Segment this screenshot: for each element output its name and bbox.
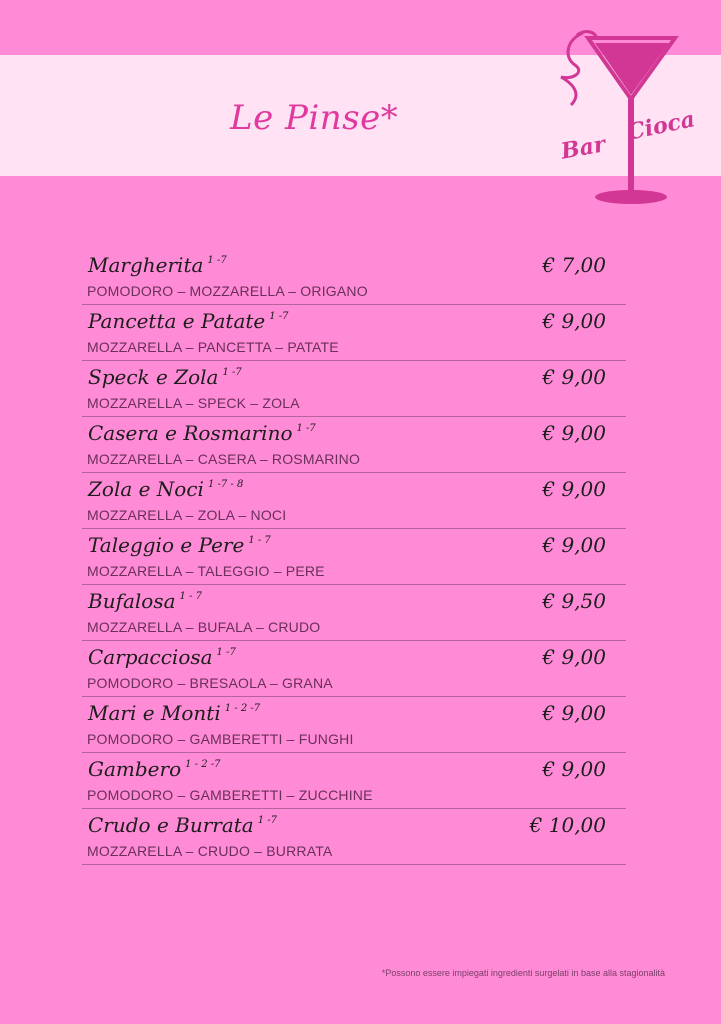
menu-item-carpacciosa	[82, 642, 626, 697]
item-name: Casera e Rosmarino $^{1 -7}$	[88, 421, 316, 445]
item-ingredients: POMODORO – GAMBERETTI – ZUCCHINE	[87, 787, 373, 803]
item-allergens: 1 - 7	[179, 591, 202, 602]
item-allergens: 1 -7	[207, 255, 227, 266]
item-name: Taleggio e Pere $^{1 - 7}$	[88, 533, 271, 557]
item-price: € 9,00	[542, 533, 606, 557]
footnote: *Possono essere impiegati ingredienti surgelati in base alla stagionalità	[381, 968, 665, 978]
menu-item-taleggio-e-pere	[82, 530, 626, 585]
menu-item-zola-e-noci	[82, 474, 626, 529]
item-price: € 10,00	[529, 813, 606, 837]
item-price: € 9,00	[542, 645, 606, 669]
item-price: € 9,00	[542, 309, 606, 333]
item-ingredients: POMODORO – GAMBERETTI – FUNGHI	[87, 731, 354, 747]
item-name: Gambero $^{1 - 2 -7}$	[88, 757, 221, 781]
item-price: € 9,00	[542, 365, 606, 389]
menu-item-bufalosa	[82, 586, 626, 641]
menu-item-mari-e-monti	[82, 698, 626, 753]
item-price: € 9,50	[542, 589, 606, 613]
item-price: € 9,00	[542, 421, 606, 445]
item-allergens: 1 - 2 -7	[185, 759, 221, 770]
item-allergens: 1 -7	[257, 815, 278, 826]
item-name: Crudo e Burrata $^{1 -7}$	[88, 813, 278, 837]
item-allergens: 1 -7	[296, 423, 316, 434]
page-title: Le Pinse*	[230, 98, 399, 138]
item-price: € 9,00	[542, 477, 606, 501]
item-allergens: 1 -7	[222, 367, 242, 378]
item-allergens: 1 - 2 -7	[224, 703, 261, 714]
item-ingredients: MOZZARELLA – CRUDO – BURRATA	[87, 843, 333, 859]
pinse-menu	[82, 250, 626, 866]
item-name: Speck e Zola $^{1 -7}$	[88, 365, 242, 389]
logo-word-cioca: Cioca	[625, 106, 698, 146]
item-price: € 9,00	[542, 701, 606, 725]
menu-item-gambero	[82, 754, 626, 809]
item-ingredients: MOZZARELLA – SPECK – ZOLA	[87, 395, 300, 411]
item-ingredients: POMODORO – MOZZARELLA – ORIGANO	[87, 283, 368, 299]
item-name: Margherita $^{1 -7}$	[88, 253, 227, 277]
item-ingredients: POMODORO – BRESAOLA – GRANA	[87, 675, 333, 691]
item-allergens: 1 -7 - 8	[207, 479, 244, 490]
menu-item-casera-e-rosmarino	[82, 418, 626, 473]
item-name: Carpacciosa $^{1 -7}$	[88, 645, 236, 669]
item-price: € 9,00	[542, 757, 606, 781]
item-name: Bufalosa $^{1 - 7}$	[88, 589, 202, 613]
item-ingredients: MOZZARELLA – TALEGGIO – PERE	[87, 563, 325, 579]
item-ingredients: MOZZARELLA – PANCETTA – PATATE	[87, 339, 339, 355]
item-name: Zola e Noci $^{1 -7 - 8}$	[88, 477, 244, 501]
item-allergens: 1 - 7	[248, 535, 271, 546]
item-name: Pancetta e Patate $^{1 -7}$	[88, 309, 289, 333]
logo-word-bar: Bar	[559, 131, 608, 165]
item-name: Mari e Monti $^{1 - 2 -7}$	[88, 701, 261, 725]
item-allergens: 1 -7	[269, 311, 289, 322]
item-ingredients: MOZZARELLA – CASERA – ROSMARINO	[87, 451, 361, 467]
menu-item-margherita	[82, 250, 626, 305]
bar-logo	[545, 25, 705, 215]
menu-item-speck-e-zola	[82, 362, 626, 417]
menu-item-crudo-e-burrata	[82, 810, 626, 865]
item-price: € 7,00	[542, 253, 606, 277]
item-ingredients: MOZZARELLA – ZOLA – NOCI	[87, 507, 287, 523]
item-ingredients: MOZZARELLA – BUFALA – CRUDO	[87, 619, 321, 635]
item-allergens: 1 -7	[216, 647, 236, 658]
menu-item-pancetta-e-patate	[82, 306, 626, 361]
